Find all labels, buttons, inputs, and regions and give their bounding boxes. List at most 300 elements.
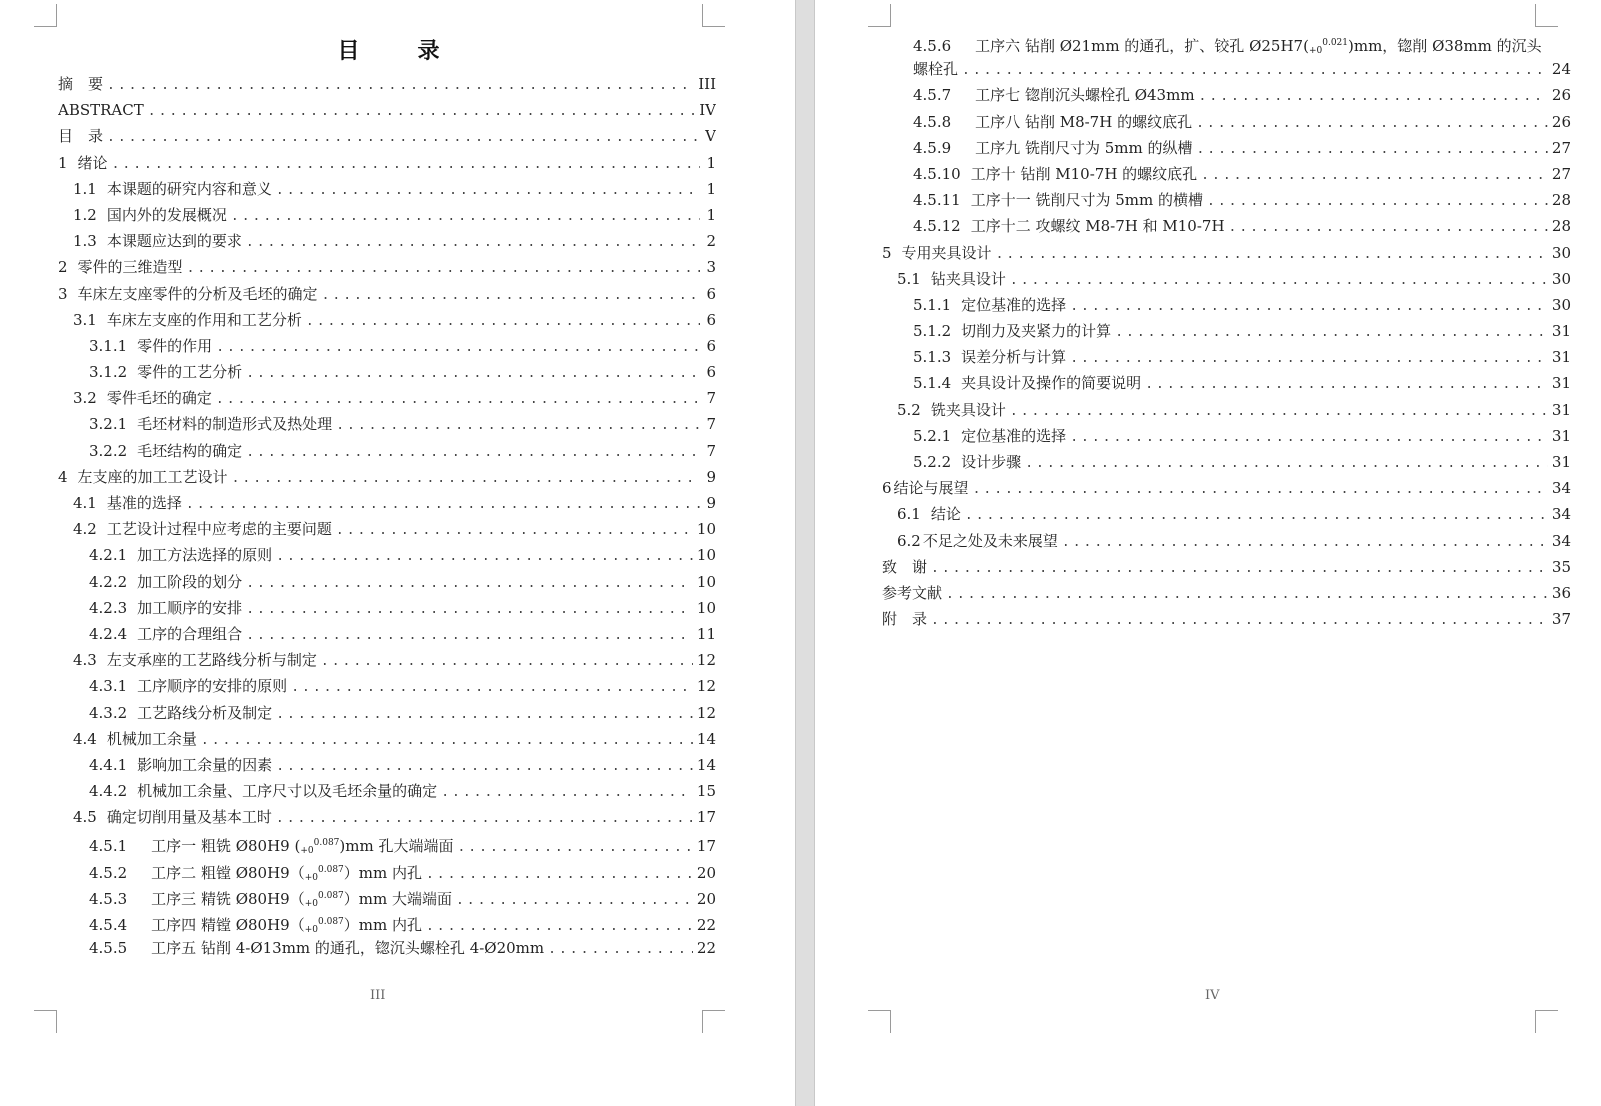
toc-entry-text: 加工顺序的安排 bbox=[137, 598, 243, 617]
toc-entry-text: 不足之处及未来展望 bbox=[922, 531, 1058, 550]
toc-entry[interactable] bbox=[913, 318, 1571, 344]
toc-entry-number: 4.5.5 bbox=[89, 939, 128, 958]
toc-entry[interactable] bbox=[58, 202, 716, 228]
toc-text-part: 工序三 精铣 Ø80H9（ bbox=[151, 889, 305, 908]
toc-entry[interactable] bbox=[58, 176, 716, 202]
toc-leader bbox=[107, 73, 694, 97]
toc-entry[interactable] bbox=[58, 569, 716, 595]
toc-entry-page: 28 bbox=[1551, 191, 1571, 210]
toc-leader bbox=[232, 466, 700, 490]
toc-leader bbox=[276, 702, 693, 726]
toc-entry-text: 铣夹具设计 bbox=[930, 400, 1006, 419]
toc-entry-number: 5.1.3 bbox=[913, 348, 952, 367]
toc-entry[interactable] bbox=[58, 700, 716, 726]
toc-entry-number: 4.5.2 bbox=[89, 863, 128, 882]
toc-entry-page: 20 bbox=[696, 863, 716, 882]
toc-leader bbox=[186, 492, 700, 516]
toc-entry-page: 2 bbox=[706, 232, 716, 251]
toc-entry-number: 4.5.11 bbox=[913, 191, 961, 210]
toc-entry-page: 35 bbox=[1551, 557, 1571, 576]
toc-entry[interactable] bbox=[913, 213, 1571, 239]
toc-entry-number: 5.2.2 bbox=[913, 453, 952, 471]
toc-entry-page: 17 bbox=[696, 808, 716, 827]
toc-text-part: ）mm 内孔 bbox=[343, 863, 422, 882]
toc-entry-text: 零件毛坯的确定 bbox=[106, 389, 212, 408]
toc-entry[interactable] bbox=[58, 673, 716, 699]
toc-leader bbox=[1025, 451, 1548, 475]
toc-entry-continuation[interactable] bbox=[913, 56, 1571, 82]
toc-entry-page: 1 bbox=[706, 205, 716, 224]
toc-entry[interactable] bbox=[58, 752, 716, 778]
toc-text-part: 工序二 粗镗 Ø80H9（ bbox=[151, 863, 305, 882]
toc-leader bbox=[1070, 294, 1548, 318]
toc-leader bbox=[322, 283, 700, 307]
toc-entry[interactable] bbox=[58, 857, 716, 883]
toc-entry-number: 3.1.1 bbox=[89, 336, 128, 355]
toc-entry-page: 22 bbox=[696, 916, 716, 934]
toc-entry-text: 工序十一 铣削尺寸为 5mm 的横槽 bbox=[970, 191, 1204, 210]
toc-entry-page: 12 bbox=[696, 703, 716, 722]
toc-entry-number: 3.1 bbox=[73, 310, 97, 329]
tolerance-upper: 0.087 bbox=[318, 890, 344, 901]
toc-text-part: 工序四 精镗 Ø80H9（ bbox=[151, 916, 305, 934]
toc-leader bbox=[216, 335, 700, 359]
toc-entry[interactable] bbox=[58, 307, 716, 333]
toc-text-part: )mm，锪削 Ø38mm 的沉头 bbox=[1348, 37, 1542, 55]
toc-entry[interactable] bbox=[58, 281, 716, 307]
toc-entry-number: 6.2 bbox=[897, 531, 921, 550]
toc-entry[interactable] bbox=[58, 464, 716, 490]
toc-entry[interactable] bbox=[58, 123, 716, 149]
toc-entry-number: 4.5.6 bbox=[913, 37, 952, 55]
toc-leader bbox=[426, 914, 693, 935]
toc-entry-page: 7 bbox=[706, 441, 716, 460]
page-corner-mark bbox=[1535, 1010, 1558, 1033]
toc-entry-text: 目 录 bbox=[58, 127, 104, 146]
toc-leader bbox=[1115, 320, 1548, 344]
toc-entry[interactable] bbox=[913, 135, 1571, 161]
toc-entry-page: 7 bbox=[706, 389, 716, 408]
toc-entry[interactable] bbox=[58, 542, 716, 568]
toc-entry-text: 绪论 bbox=[77, 153, 108, 172]
toc-entry-page: 31 bbox=[1551, 374, 1571, 393]
tolerance-lower: +0 bbox=[304, 898, 318, 909]
toc-leader bbox=[291, 675, 693, 699]
toc-entry-number: 4.3.2 bbox=[89, 703, 128, 722]
toc-entry-number: 4.5.9 bbox=[913, 138, 952, 157]
toc-entry-number: 1 bbox=[58, 153, 68, 172]
toc-entry[interactable] bbox=[58, 883, 716, 909]
toc-entry-number: 4.2.1 bbox=[89, 546, 128, 565]
toc-entry-text: 机械加工余量 bbox=[106, 729, 197, 748]
toc-leader bbox=[1196, 111, 1548, 135]
toc-leader bbox=[962, 58, 1548, 82]
toc-entry-page: 26 bbox=[1551, 86, 1571, 105]
toc-leader bbox=[216, 387, 700, 411]
toc-leader bbox=[107, 125, 700, 149]
toc-entry-text: 工序七 锪削沉头螺栓孔 Ø43mm bbox=[975, 86, 1195, 105]
toc-entry-text: 螺栓孔 bbox=[913, 60, 959, 79]
toc-entry-page: IV bbox=[699, 101, 716, 120]
page-corner-mark bbox=[34, 4, 57, 27]
toc-entry[interactable] bbox=[897, 528, 1571, 554]
toc-leader bbox=[231, 204, 700, 228]
toc-entry-page: 31 bbox=[1551, 453, 1571, 471]
toc-entry-text: 加工阶段的划分 bbox=[137, 572, 243, 591]
toc-entry[interactable] bbox=[58, 490, 716, 516]
toc-entry-number: 3.2.1 bbox=[89, 415, 128, 434]
toc-entry-text: 毛坯结构的确定 bbox=[137, 441, 243, 460]
toc-entry-text bbox=[151, 857, 422, 883]
toc-leader bbox=[306, 309, 700, 333]
toc-entry-number: 2 bbox=[58, 258, 68, 277]
toc-entry-number: 4.3 bbox=[73, 651, 97, 670]
toc-leader bbox=[276, 178, 700, 202]
toc-entry-page: 1 bbox=[706, 153, 716, 172]
toc-leader bbox=[246, 571, 693, 595]
toc-entry[interactable] bbox=[58, 385, 716, 411]
toc-leader bbox=[931, 608, 1548, 632]
toc-entry-number: 4.2.3 bbox=[89, 598, 128, 617]
toc-entry-page: 31 bbox=[1551, 322, 1571, 341]
toc-entry-number: 3.2.2 bbox=[89, 441, 128, 460]
toc-leader bbox=[321, 649, 693, 673]
toc-entry[interactable] bbox=[913, 109, 1571, 135]
toc-entry[interactable] bbox=[882, 554, 1571, 580]
toc-entry-page: 30 bbox=[1551, 269, 1571, 288]
toc-text-part: 工序一 粗铣 Ø80H9 ( bbox=[151, 837, 301, 856]
toc-leader bbox=[246, 597, 693, 621]
tolerance-lower: +0 bbox=[300, 846, 314, 857]
toc-entry-text: 工艺路线分析及制定 bbox=[137, 703, 273, 722]
toc-leader bbox=[276, 754, 693, 778]
toc-entry[interactable] bbox=[58, 150, 716, 176]
toc-leader bbox=[1062, 530, 1548, 554]
page-number: III bbox=[370, 988, 386, 1003]
toc-entry[interactable] bbox=[58, 97, 716, 123]
toc-entry-number: 4.5.8 bbox=[913, 112, 952, 131]
toc-entry[interactable] bbox=[897, 501, 1571, 527]
toc-leader bbox=[973, 477, 1548, 501]
toc-leader bbox=[201, 728, 693, 752]
toc-entry[interactable] bbox=[58, 726, 716, 752]
toc-leader bbox=[1010, 399, 1548, 423]
toc-entry-text bbox=[975, 30, 1542, 56]
page-gutter bbox=[795, 0, 815, 1106]
toc-entry-page: 10 bbox=[696, 598, 716, 617]
toc-entry-page: 26 bbox=[1551, 112, 1571, 131]
toc-entry-number: 5.1 bbox=[897, 269, 921, 288]
toc-entry-number: 4 bbox=[58, 467, 68, 486]
toc-entry-page: 6 bbox=[706, 310, 716, 329]
toc-entry-text: 致 谢 bbox=[882, 557, 928, 576]
page-corner-mark bbox=[702, 4, 725, 27]
toc-entry-text: 工序九 铣削尺寸为 5mm 的纵槽 bbox=[975, 138, 1193, 157]
toc-entry-text: 影响加工余量的因素 bbox=[137, 755, 273, 774]
toc-entry-page: 10 bbox=[696, 572, 716, 591]
toc-entry[interactable] bbox=[58, 595, 716, 621]
toc-entry[interactable] bbox=[58, 830, 716, 856]
toc-entry-page: 36 bbox=[1551, 583, 1571, 602]
toc-leader bbox=[276, 544, 693, 568]
toc-leader bbox=[1201, 163, 1548, 187]
toc-leader bbox=[457, 835, 692, 856]
toc-entry[interactable] bbox=[897, 397, 1571, 423]
toc-entry-text: 加工方法选择的原则 bbox=[137, 546, 273, 565]
toc-entry-text: 机械加工余量、工序尺寸以及毛坯余量的确定 bbox=[137, 782, 438, 801]
toc-entry[interactable] bbox=[58, 333, 716, 359]
toc-entry[interactable] bbox=[58, 621, 716, 647]
toc-entry-page: III bbox=[698, 75, 716, 93]
tolerance-upper: 0.021 bbox=[1322, 38, 1348, 48]
toc-entry[interactable] bbox=[913, 292, 1571, 318]
toc-entry-page: 15 bbox=[696, 782, 716, 801]
toc-entry-number: 4.5.3 bbox=[89, 889, 128, 908]
toc-entry-page: V bbox=[705, 127, 716, 146]
toc-entry-number: 6 bbox=[882, 479, 892, 498]
toc-entry-page: 3 bbox=[706, 258, 716, 277]
toc-entry-page: 6 bbox=[706, 284, 716, 303]
toc-entry-page: 20 bbox=[696, 889, 716, 908]
toc-entry-page: 14 bbox=[696, 755, 716, 774]
toc-entry-number: 6.1 bbox=[897, 505, 921, 524]
toc-entry-page: 7 bbox=[706, 415, 716, 434]
toc-entry-number: 4.2 bbox=[73, 520, 97, 539]
toc-entry-number: 4.5.4 bbox=[89, 916, 128, 934]
toc-entry-number: 1.1 bbox=[73, 179, 97, 198]
toc-entry[interactable] bbox=[913, 161, 1571, 187]
toc-entry[interactable] bbox=[58, 359, 716, 385]
toc-leader bbox=[246, 623, 693, 647]
toc-entry-number: 5.1.1 bbox=[913, 295, 952, 314]
toc-entry-page: 12 bbox=[696, 651, 716, 670]
toc-entry-number: 5.1.2 bbox=[913, 322, 952, 341]
toc-entry-number: 3.2 bbox=[73, 389, 97, 408]
toc-text-part: )mm 孔大端端面 bbox=[339, 837, 454, 856]
toc-entry-text: 车床左支座零件的分析及毛坯的确定 bbox=[77, 284, 318, 303]
toc-entry[interactable] bbox=[913, 370, 1571, 396]
toc-leader bbox=[1010, 268, 1548, 292]
toc-entry-number: 5.1.4 bbox=[913, 374, 952, 393]
toc-entry-page: 24 bbox=[1551, 60, 1571, 79]
toc-entry-text: 左支座的加工工艺设计 bbox=[77, 467, 228, 486]
toc-entry-number: 5 bbox=[882, 243, 892, 262]
toc-entry-number: 4.5.12 bbox=[913, 217, 961, 236]
toc-entry-number: 5.2.1 bbox=[913, 426, 952, 445]
toc-entry[interactable] bbox=[913, 423, 1571, 449]
toc-entry-page: 9 bbox=[706, 494, 716, 512]
toc-entry-text: 工艺设计过程中应考虑的主要问题 bbox=[106, 520, 332, 539]
toc-entry-text: 车床左支座的作用和工艺分析 bbox=[106, 310, 302, 329]
toc-leader bbox=[336, 413, 700, 437]
toc-text-part: 工序六 钻削 Ø21mm 的通孔，扩、铰孔 Ø25H7( bbox=[975, 37, 1309, 55]
toc-entry-text: 定位基准的选择 bbox=[961, 426, 1067, 445]
toc-entry[interactable] bbox=[897, 266, 1571, 292]
toc-entry-number: 4.2.4 bbox=[89, 624, 128, 643]
toc-list-left bbox=[58, 71, 716, 961]
toc-leader bbox=[246, 361, 700, 385]
toc-entry-number: 4.5.10 bbox=[913, 164, 961, 183]
page-corner-mark bbox=[702, 1010, 725, 1033]
toc-entry-text: 确定切削用量及基本工时 bbox=[106, 808, 272, 827]
toc-entry-text bbox=[151, 909, 422, 935]
toc-entry-page: 9 bbox=[706, 467, 716, 486]
toc-entry-page: 31 bbox=[1551, 400, 1571, 419]
toc-entry-text bbox=[151, 883, 452, 909]
toc-entry-number: 4.3.1 bbox=[89, 677, 128, 696]
toc-entry-number: 4.2.2 bbox=[89, 572, 128, 591]
tolerance-upper: 0.087 bbox=[318, 864, 344, 875]
toc-entry[interactable] bbox=[58, 778, 716, 804]
toc-entry-number: 3 bbox=[58, 284, 68, 303]
toc-entry-page: 34 bbox=[1551, 479, 1571, 498]
toc-entry-text: 零件的工艺分析 bbox=[137, 363, 243, 382]
toc-entry-page: 30 bbox=[1551, 295, 1571, 314]
toc-entry-page: 6 bbox=[706, 363, 716, 382]
toc-entry-page: 11 bbox=[696, 624, 716, 643]
toc-entry-text: 工序十二 攻螺纹 M8-7H 和 M10-7H bbox=[970, 217, 1225, 236]
toc-entry-page: 17 bbox=[696, 837, 716, 856]
toc-entry-page: 31 bbox=[1551, 348, 1571, 367]
toc-entry-text: ABSTRACT bbox=[58, 101, 144, 120]
toc-entry-number: 1.3 bbox=[73, 232, 97, 251]
toc-entry-text: 附 录 bbox=[882, 610, 928, 629]
toc-entry-text: 设计步骤 bbox=[961, 453, 1022, 471]
toc-entry-page: 34 bbox=[1551, 531, 1571, 550]
toc-entry[interactable] bbox=[882, 475, 1571, 501]
toc-entry-page: 12 bbox=[696, 677, 716, 696]
toc-entry-text: 切削力及夹紧力的计算 bbox=[961, 322, 1112, 341]
toc-entry[interactable] bbox=[58, 254, 716, 280]
toc-leader bbox=[441, 780, 693, 804]
page-corner-mark bbox=[34, 1010, 57, 1033]
toc-entry[interactable] bbox=[882, 606, 1571, 632]
page-number: IV bbox=[1205, 988, 1220, 1003]
toc-entry-text: 工序十 钻削 M10-7H 的螺纹底孔 bbox=[970, 164, 1198, 183]
toc-entry-page: 34 bbox=[1551, 505, 1571, 524]
toc-entry-text: 毛坯材料的制造形式及热处理 bbox=[137, 415, 333, 434]
toc-entry-text: 参考文献 bbox=[882, 583, 943, 602]
toc-entry[interactable] bbox=[913, 187, 1571, 213]
toc-entry-text: 专用夹具设计 bbox=[901, 243, 992, 262]
toc-entry[interactable] bbox=[58, 71, 716, 97]
toc-entry[interactable] bbox=[882, 240, 1571, 266]
toc-leader bbox=[996, 242, 1548, 266]
toc-leader bbox=[456, 888, 693, 909]
toc-entry[interactable] bbox=[882, 580, 1571, 606]
toc-entry-page: 10 bbox=[696, 546, 716, 565]
toc-entry-text: 结论与展望 bbox=[893, 479, 969, 498]
toc-leader bbox=[931, 556, 1548, 580]
toc-entry-number: 4.5.7 bbox=[913, 86, 952, 105]
toc-entry[interactable] bbox=[913, 82, 1571, 108]
page-corner-mark bbox=[868, 4, 891, 27]
toc-entry-text: 结论 bbox=[930, 505, 961, 524]
toc-leader bbox=[1207, 189, 1548, 213]
toc-entry-text: 基准的选择 bbox=[106, 494, 182, 512]
toc-leader bbox=[1196, 137, 1547, 161]
toc-entry-page: 30 bbox=[1551, 243, 1571, 262]
toc-entry[interactable] bbox=[58, 411, 716, 437]
toc-entry-page: 37 bbox=[1551, 610, 1571, 629]
toc-entry[interactable] bbox=[913, 344, 1571, 370]
toc-entry-page: 14 bbox=[696, 729, 716, 748]
toc-leader bbox=[336, 518, 693, 542]
toc-entry-text: 夹具设计及操作的简要说明 bbox=[961, 374, 1142, 393]
toc-entry[interactable] bbox=[58, 909, 716, 935]
toc-leader bbox=[246, 440, 700, 464]
toc-entry-number: 4.5 bbox=[73, 808, 97, 827]
toc-entry-number: 4.4 bbox=[73, 729, 97, 748]
document-page-left bbox=[0, 0, 795, 1106]
toc-entry-text: 工序的合理组合 bbox=[137, 624, 243, 643]
toc-entry-number: 4.4.2 bbox=[89, 782, 128, 801]
toc-entry-page: 27 bbox=[1551, 138, 1571, 157]
toc-entry-text: 国内外的发展概况 bbox=[106, 205, 227, 224]
page-corner-mark bbox=[1535, 4, 1558, 27]
toc-entry-page: 27 bbox=[1551, 164, 1571, 183]
toc-entry-text: 误差分析与计算 bbox=[961, 348, 1067, 367]
tolerance-lower: +0 bbox=[304, 872, 318, 883]
toc-entry-number: 4.1 bbox=[73, 494, 97, 512]
toc-entry-text: 零件的作用 bbox=[137, 336, 213, 355]
toc-entry[interactable] bbox=[58, 438, 716, 464]
toc-entry[interactable] bbox=[58, 647, 716, 673]
toc-entry[interactable] bbox=[58, 935, 716, 961]
toc-text-part: ）mm 大端端面 bbox=[343, 889, 452, 908]
toc-entry-page: 6 bbox=[706, 336, 716, 355]
toc-entry-page: 31 bbox=[1551, 426, 1571, 445]
toc-entry-number: 3.1.2 bbox=[89, 363, 128, 382]
toc-entry-text: 零件的三维造型 bbox=[77, 258, 183, 277]
tolerance-lower: +0 bbox=[304, 925, 318, 935]
toc-entry-number: 5.2 bbox=[897, 400, 921, 419]
toc-leader bbox=[276, 806, 693, 830]
toc-entry-text: 本课题的研究内容和意义 bbox=[106, 179, 272, 198]
toc-leader bbox=[187, 256, 700, 280]
toc-entry[interactable] bbox=[58, 228, 716, 254]
toc-entry-text: 工序五 钻削 4-Ø13mm 的通孔，锪沉头螺栓孔 4-Ø20mm bbox=[151, 939, 545, 958]
toc-entry-text: 定位基准的选择 bbox=[961, 295, 1067, 314]
toc-entry-text bbox=[151, 830, 453, 856]
tolerance-upper: 0.087 bbox=[313, 838, 340, 849]
toc-entry-page: 1 bbox=[706, 179, 716, 198]
toc-entry-number: 4.4.1 bbox=[89, 755, 128, 774]
toc-leader bbox=[548, 937, 693, 961]
toc-entry-text: 左支承座的工艺路线分析与制定 bbox=[106, 651, 317, 670]
toc-entry[interactable] bbox=[58, 804, 716, 830]
toc-entry-text: 工序顺序的安排的原则 bbox=[137, 677, 288, 696]
toc-leader bbox=[1070, 346, 1548, 370]
toc-list-right bbox=[882, 30, 1571, 632]
toc-text-part: ）mm 内孔 bbox=[343, 916, 422, 934]
toc-leader bbox=[112, 152, 700, 176]
tolerance-upper: 0.087 bbox=[318, 917, 344, 927]
toc-entry[interactable] bbox=[913, 30, 1571, 56]
toc-leader bbox=[946, 582, 1548, 606]
toc-entry-text: 本课题应达到的要求 bbox=[106, 232, 242, 251]
toc-entry[interactable] bbox=[913, 449, 1571, 475]
toc-leader bbox=[246, 230, 700, 254]
toc-title: 目 录 bbox=[337, 39, 458, 64]
toc-entry-page: 28 bbox=[1551, 217, 1571, 236]
page-corner-mark bbox=[868, 1010, 891, 1033]
toc-leader bbox=[1229, 215, 1548, 239]
tolerance-lower: +0 bbox=[1308, 46, 1323, 56]
toc-entry[interactable] bbox=[58, 516, 716, 542]
toc-entry-number: 4.5.1 bbox=[89, 837, 128, 856]
toc-leader bbox=[1199, 84, 1548, 108]
